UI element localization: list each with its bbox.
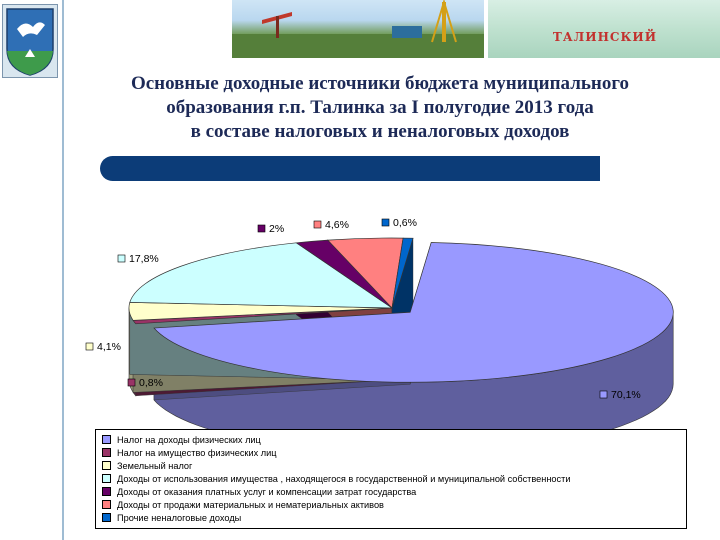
- data-label-6: 0,6%: [393, 217, 417, 229]
- legend-label: Доходы от оказания платных услуг и компенсации затрат государства: [117, 486, 417, 497]
- legend-item: [102, 459, 680, 472]
- data-label-swatch-3: [118, 255, 125, 262]
- title-line-3: в составе налоговых и неналоговых доходов: [190, 121, 570, 142]
- legend-label: Доходы от продажи материальных и нематериальных активов: [117, 499, 384, 510]
- legend-swatch: [102, 513, 111, 522]
- legend-item: [102, 511, 680, 524]
- legend-label: Земельный налог: [117, 460, 193, 471]
- banner-title: ТАЛИНСКИЙ: [552, 30, 658, 44]
- data-label-5: 4,6%: [325, 219, 349, 231]
- legend-label: Доходы от использования имущества , находящегося в государственной и муниципальной собственности: [117, 473, 571, 484]
- legend-item: [102, 485, 680, 498]
- legend-label: Налог на доходы физических лиц: [117, 434, 261, 445]
- legend-swatch: [102, 448, 111, 457]
- legend-swatch: [102, 474, 111, 483]
- data-label-swatch-2: [86, 343, 93, 350]
- legend-label: Налог на имущество физических лиц: [117, 447, 277, 458]
- legend-item: [102, 498, 680, 511]
- legend-label: Прочие неналоговые доходы: [117, 512, 242, 523]
- data-label-swatch-6: [382, 219, 389, 226]
- title-line-1: Основные доходные источники бюджета муниципального: [130, 73, 630, 94]
- legend-swatch: [102, 461, 111, 470]
- title-line-2: образования г.п. Талинка за I полугодие 2013 года: [166, 97, 594, 118]
- data-label-3: 17,8%: [129, 253, 159, 265]
- data-label-4: 2%: [269, 223, 285, 235]
- data-label-1: 0,8%: [139, 377, 163, 389]
- legend-swatch: [102, 435, 111, 444]
- legend-item: [102, 446, 680, 459]
- legend-item: [102, 433, 680, 446]
- data-label-2: 4,1%: [97, 341, 121, 353]
- legend-swatch: [102, 500, 111, 509]
- data-label-0: 70,1%: [611, 389, 641, 401]
- data-label-swatch-1: [128, 379, 135, 386]
- data-label-swatch-0: [600, 391, 607, 398]
- chart-legend: [95, 429, 687, 529]
- data-label-swatch-4: [258, 225, 265, 232]
- legend-swatch: [102, 487, 111, 496]
- data-label-swatch-5: [314, 221, 321, 228]
- legend-item: [102, 472, 680, 485]
